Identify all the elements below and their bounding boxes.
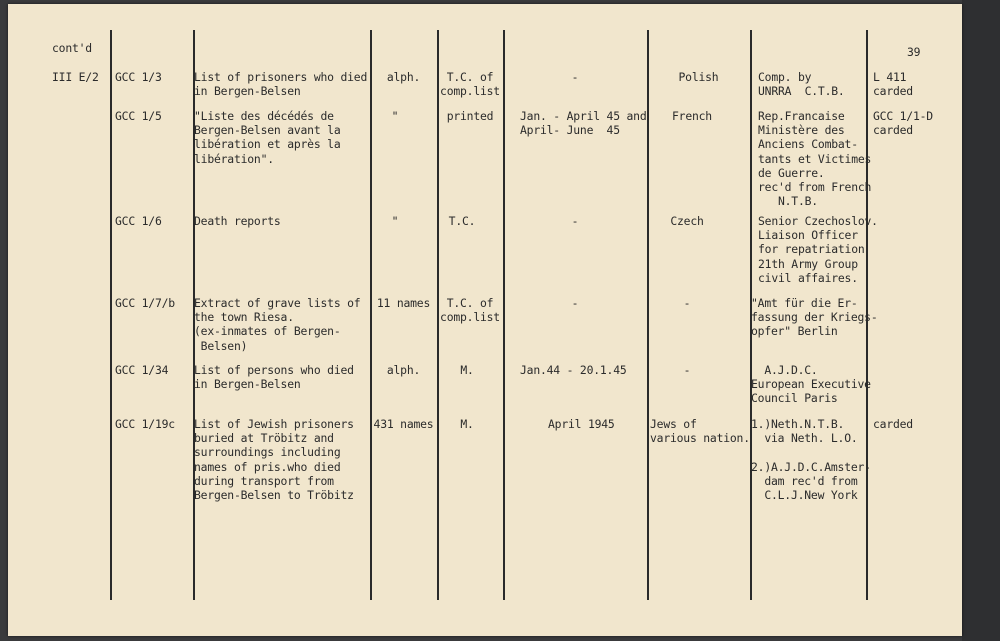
description-cell: Death reports	[194, 214, 281, 228]
note-cell: carded	[873, 417, 913, 431]
count-cell: alph.	[386, 363, 421, 377]
nationality-cell: Czech	[670, 214, 704, 228]
date-cell: April 1945	[548, 417, 615, 431]
date-cell: Jan. - April 45 and April- June 45	[520, 109, 647, 138]
type-cell: T.C. of comp.list	[440, 70, 500, 99]
note-cell: L 411 carded	[873, 70, 913, 99]
type-cell: T.C. of comp.list	[440, 296, 500, 325]
description-cell: List of persons who died in Bergen-Belsen	[194, 363, 354, 392]
source-cell: Senior Czechoslov. Liaison Officer for repatriation 21th Army Group civil affaires.	[758, 214, 878, 285]
ref-cell: GCC 1/3	[115, 70, 162, 84]
ref-cell: GCC 1/6	[115, 214, 162, 228]
column-rule	[503, 30, 505, 600]
nationality-cell: French	[672, 109, 712, 123]
source-cell: Comp. by UNRRA C.T.B.	[758, 70, 845, 99]
ref-cell: GCC 1/5	[115, 109, 162, 123]
continued-label: cont'd	[52, 41, 92, 55]
count-cell: "	[391, 109, 399, 123]
nationality-cell: -	[683, 363, 691, 377]
description-cell: List of prisoners who died in Bergen-Belsen	[194, 70, 368, 99]
count-cell: alph.	[386, 70, 421, 84]
ref-cell: GCC 1/34	[115, 363, 169, 377]
source-cell: A.J.D.C. European Executive Council Paris	[751, 363, 871, 406]
type-cell: M.	[460, 417, 474, 431]
description-cell: "Liste des décédés de Bergen-Belsen avant la libération et après la libération".	[194, 109, 341, 166]
date-cell: -	[571, 214, 579, 228]
count-cell: 431 names	[373, 417, 434, 431]
count-cell: 11 names	[376, 296, 431, 310]
note-cell: GCC 1/1-D carded	[873, 109, 933, 138]
ref-cell: GCC 1/19c	[115, 417, 175, 431]
date-cell: -	[571, 296, 579, 310]
nationality-cell: Jews of various nation.	[650, 417, 750, 446]
count-cell: "	[391, 214, 399, 228]
type-cell: M.	[460, 363, 474, 377]
nationality-cell: Polish	[678, 70, 719, 84]
date-cell: -	[571, 70, 579, 84]
nationality-cell: -	[683, 296, 691, 310]
page-number: 39	[907, 45, 921, 59]
background-edge	[962, 0, 1000, 641]
description-cell: Extract of grave lists of the town Riesa. (ex-inmates of Bergen- Belsen)	[194, 296, 361, 353]
type-cell: printed	[446, 109, 494, 123]
type-cell: T.C.	[448, 214, 476, 228]
column-rule	[110, 30, 112, 600]
ref-cell: GCC 1/7/b	[115, 296, 175, 310]
source-cell: Rep.Francaise Ministère des Anciens Combat- tants et Victimes de Guerre. rec'd from French N.T.B.	[758, 109, 872, 209]
date-cell: Jan.44 - 20.1.45	[520, 363, 627, 377]
section-label: III E/2	[52, 70, 99, 84]
description-cell: List of Jewish prisoners buried at Tröbitz and surroundings including names of pris.who died during transport from Bergen-Belsen to Tröbitz	[194, 417, 354, 503]
source-cell: "Amt für die Er- fassung der Kriegs- opfer" Berlin	[751, 296, 878, 339]
source-cell: 1.)Neth.N.T.B. via Neth. L.O. 2.)A.J.D.C.Amster- dam rec'd from C.L.J.New York	[751, 417, 871, 503]
